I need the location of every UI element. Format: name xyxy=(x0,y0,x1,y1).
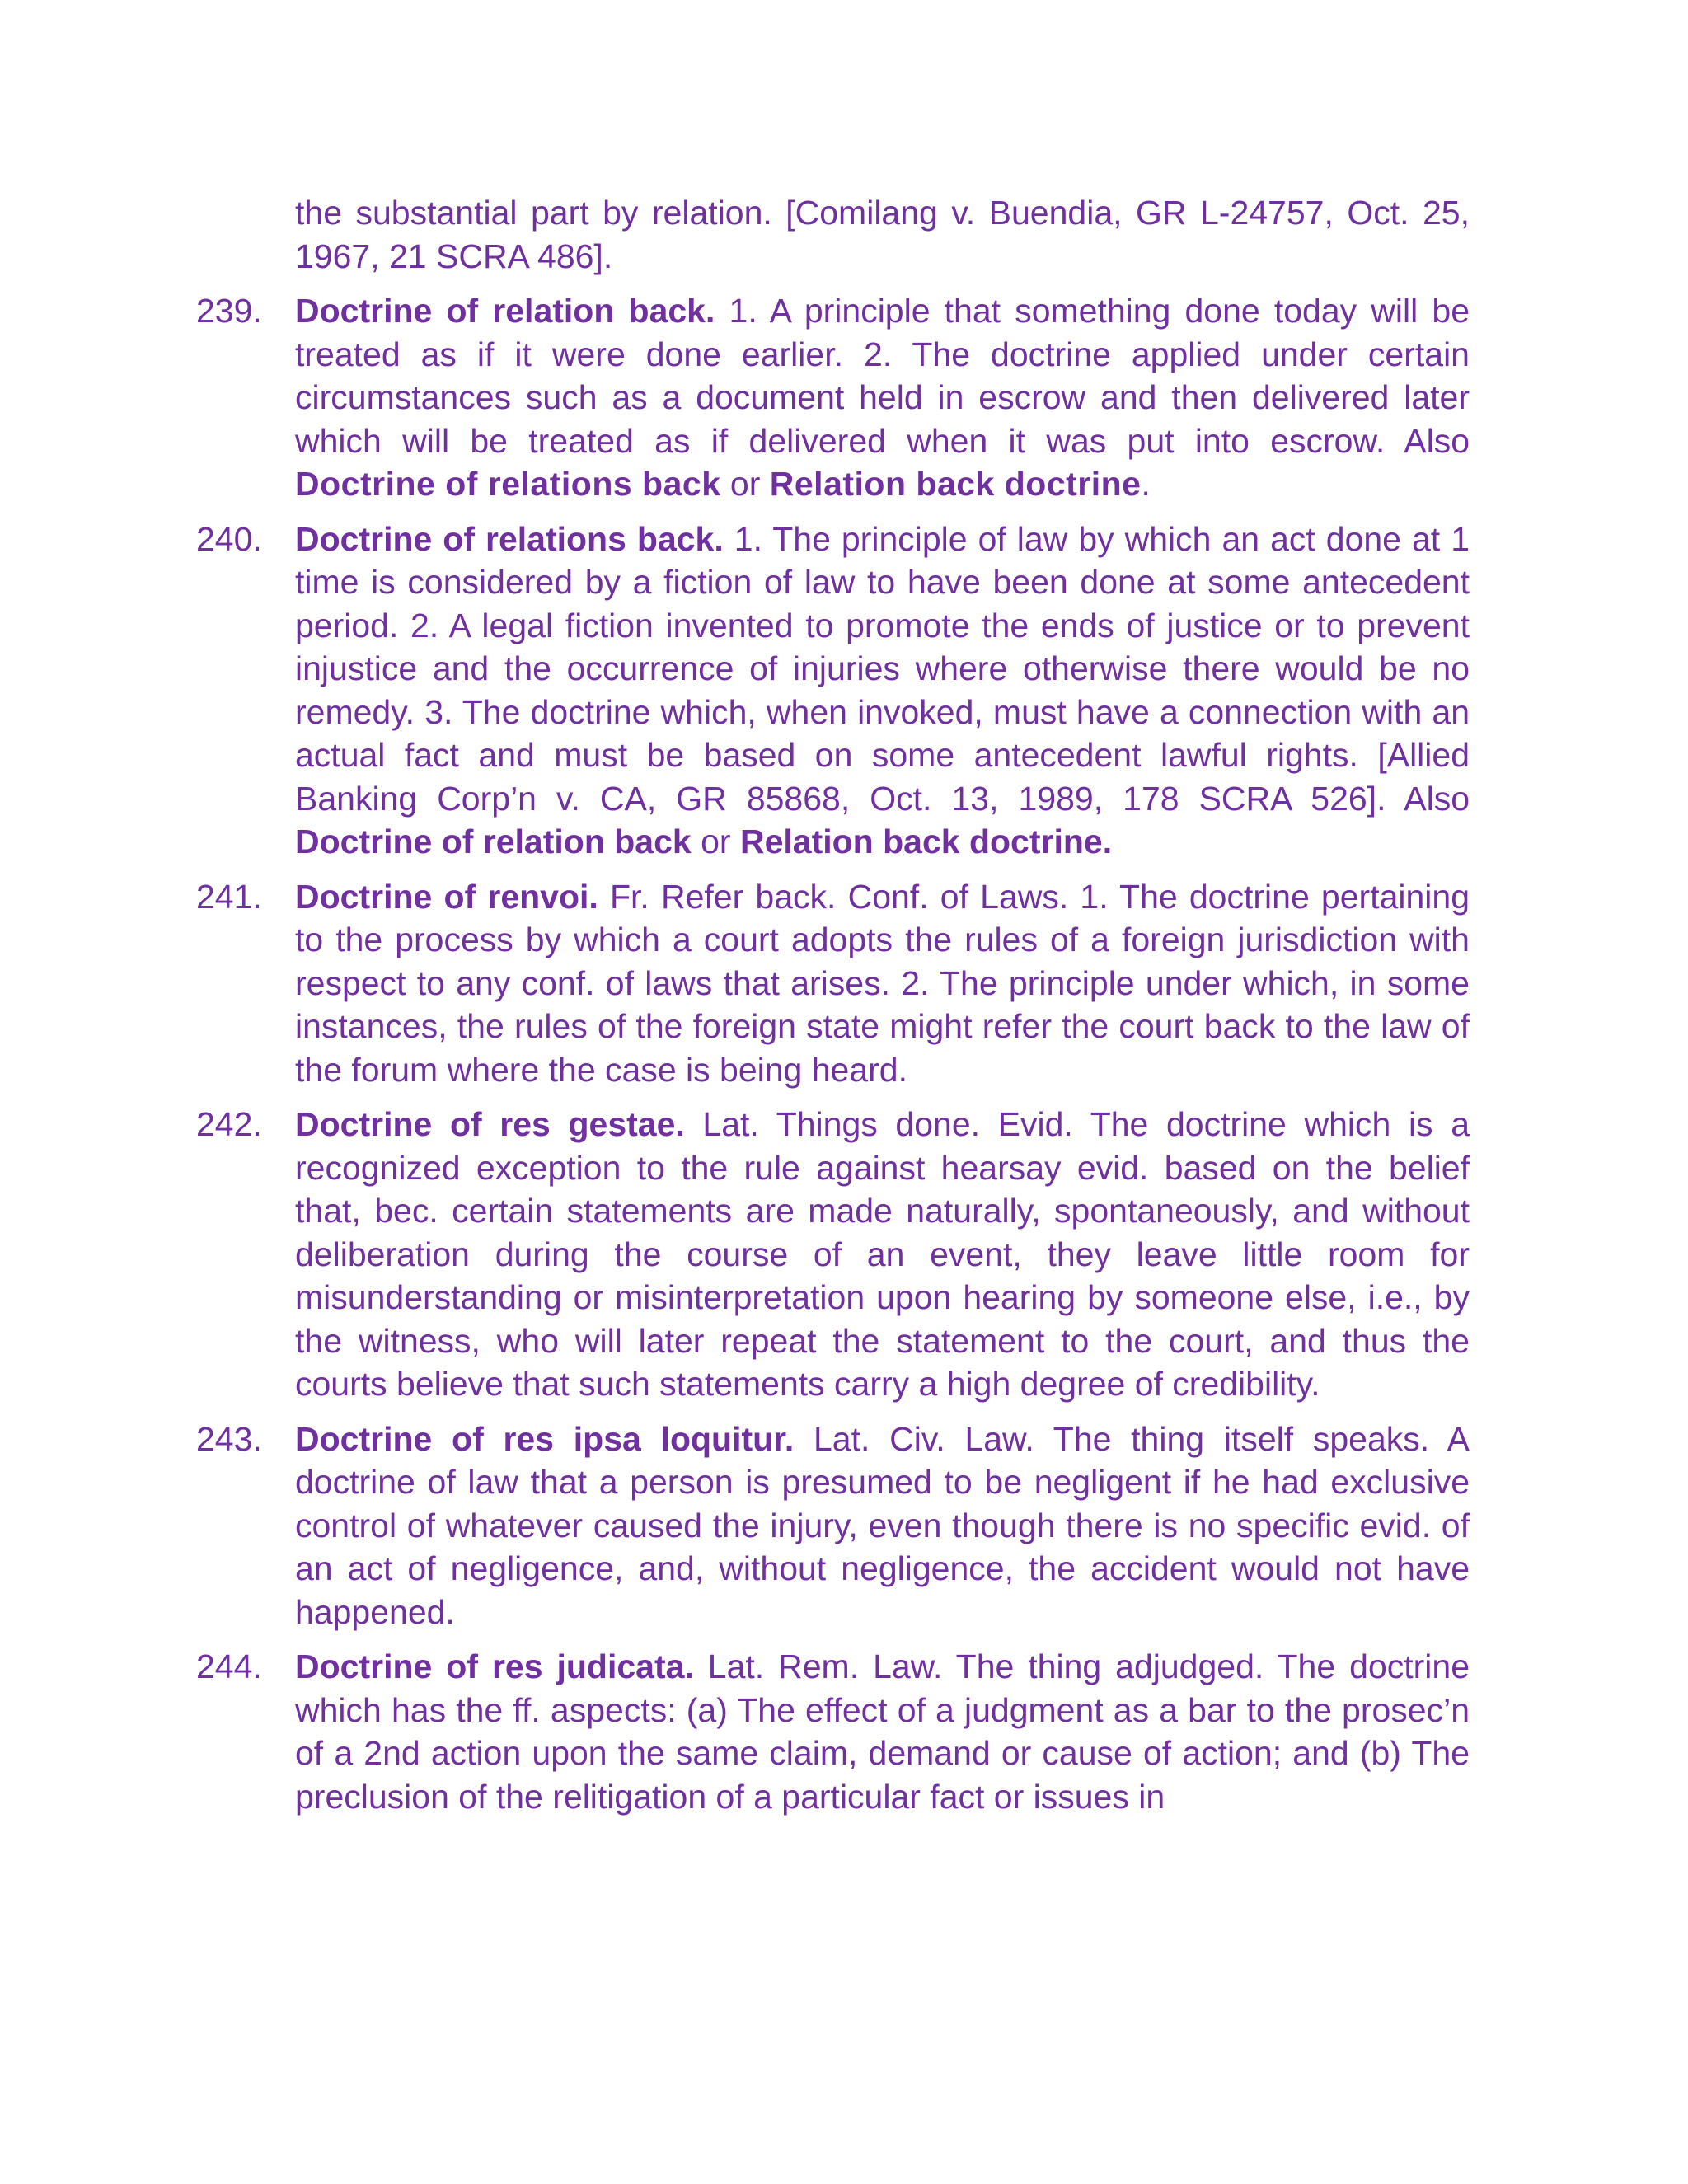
entry-body xyxy=(295,1103,1470,1406)
continuation-paragraph: the substantial part by relation. [Comilang v. Buendia, GR L-24757, Oct. 25, 1967, 21 SCRA 486]. xyxy=(295,194,1470,275)
entry-text: Lat. Rem. Law. The thing adjudged. The doctrine which has the ff. aspects: (a) The effect of a judgment as a bar to the prosec’n of a 2nd action upon the same claim, demand or cause of action; and (b) The preclusion of the relitigation of a particular fact or issues in xyxy=(295,1647,1470,1816)
entry-244 xyxy=(196,1645,1470,1818)
also-term: Doctrine of relations back xyxy=(295,465,721,503)
also-term: Relation back doctrine xyxy=(739,823,1103,860)
entry-end: . xyxy=(1141,465,1151,503)
entry-text: Lat. Things done. Evid. The doctrine which is a recognized exception to the rule against hearsay evid. based on the belief that, bec. certain statements are made naturally, spontaneously, and without deliberation during the course of an event, they leave little room for misunderstanding or misinterpretation upon hearing by someone else, i.e., by the witness, who will later repeat the statement to the court, and thus the courts believe that such statements carry a high degree of credibility. xyxy=(295,1105,1470,1403)
entry-term: Doctrine of res judicata. xyxy=(295,1647,694,1685)
entry-number: 243. xyxy=(196,1419,262,1458)
entry-number: 240. xyxy=(196,519,262,558)
also-term: Relation back doctrine xyxy=(769,465,1142,503)
entry-number: 242. xyxy=(196,1105,262,1143)
or-connector: or xyxy=(720,465,770,503)
also-term: Doctrine of relation back xyxy=(295,823,692,860)
entry-text: 1. The principle of law by which an act done at 1 time is considered by a fiction of law to have been done at some antecedent period. 2. A legal fiction invented to promote the ends of justice or to prevent injustice and the occurrence of injuries where otherwise there would be no remedy. 3. The doctrine which, when invoked, must have a connection with an actual fact and must be based on some antecedent lawful rights. [Allied Banking Corp’n v. CA, GR 85868, Oct. 13, 1989, 178 SCRA 526]. Also xyxy=(295,519,1470,818)
entry-body xyxy=(295,1645,1470,1818)
page-content xyxy=(196,191,1470,1830)
entry-text: Lat. Civ. Law. The thing itself speaks. A doctrine of law that a person is presumed to be negligent if he had exclusive control of whatever caused the injury, even though there is no specific evid. of an act of negligence, and, without negligence, the accident would not have happened. xyxy=(295,1419,1470,1631)
entry-242 xyxy=(196,1103,1470,1406)
entry-term: Doctrine of res ipsa loquitur. xyxy=(295,1419,795,1458)
entry-term: Doctrine of res gestae. xyxy=(295,1105,685,1143)
entry-end: . xyxy=(1102,823,1113,860)
or-connector: or xyxy=(691,823,740,860)
entry-243 xyxy=(196,1418,1470,1634)
entry-text: 1. A principle that something done today will be treated as if it were done earlier. 2. The doctrine applied under certain circumstances such as a document held in escrow and then delivered later which will be treated as if delivered when it was put into escrow. Also xyxy=(295,292,1470,460)
entry-body xyxy=(295,1418,1470,1634)
entry-body xyxy=(295,289,1470,506)
entry-number: 241. xyxy=(196,877,262,916)
entry-term: Doctrine of renvoi. xyxy=(295,877,598,916)
entry-240 xyxy=(196,518,1470,864)
entry-term: Doctrine of relation back. xyxy=(295,292,715,330)
entry-body xyxy=(295,875,1470,1092)
entry-239 xyxy=(196,289,1470,506)
entry-term: Doctrine of relations back. xyxy=(295,519,724,558)
entry-241 xyxy=(196,875,1470,1092)
entry-number: 239. xyxy=(196,292,262,330)
entry-body xyxy=(295,518,1470,864)
entry-number: 244. xyxy=(196,1647,262,1685)
entry-text: Fr. Refer back. Conf. of Laws. 1. The doctrine pertaining to the process by which a court adopts the rules of a foreign jurisdiction with respect to any conf. of laws that arises. 2. The principle under which, in some instances, the rules of the foreign state might refer the court back to the law of the forum where the case is being heard. xyxy=(295,877,1470,1089)
